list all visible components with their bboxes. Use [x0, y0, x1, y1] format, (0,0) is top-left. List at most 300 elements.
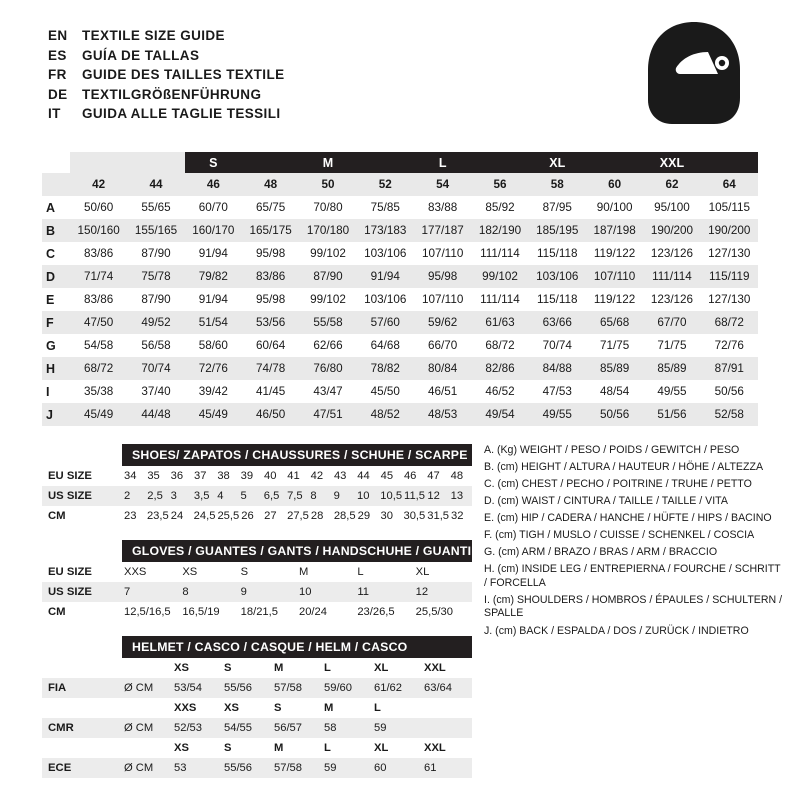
table-cell: 72/76	[198, 362, 228, 375]
table-cell: 48/52	[370, 408, 400, 421]
size-block-value: 63/64	[424, 682, 452, 694]
measurement-group-label: C	[46, 246, 56, 261]
size-block-value: 25,5/30	[415, 606, 453, 618]
table-cell: 64/68	[370, 339, 400, 352]
title-text: GUIDE DES TAILLES TEXTILE	[82, 67, 285, 82]
table-cell: 49/54	[485, 408, 515, 421]
table-cell: 103/106	[536, 270, 579, 283]
size-band-cell: XXL	[643, 152, 700, 173]
table-cell: 160/170	[192, 224, 235, 237]
size-block-value: 48	[450, 470, 464, 482]
size-block-value: XL	[374, 662, 389, 674]
size-block	[42, 444, 472, 526]
measurement-group-label: E	[46, 292, 55, 307]
size-block-title: SHOES/ ZAPATOS / CHAUSSURES / SCHUHE / SCARPE	[122, 444, 472, 466]
numeric-size-header-cell: 54	[436, 178, 450, 191]
table-cell: 49/55	[657, 385, 687, 398]
size-block-values	[122, 606, 472, 618]
size-block-value: L	[357, 566, 364, 578]
size-block-value: 6,5	[263, 490, 280, 502]
table-row	[42, 265, 758, 288]
table-cell: 58/60	[198, 339, 228, 352]
size-block-value: 12	[427, 490, 440, 502]
size-block-values	[122, 762, 472, 774]
table-cell: 50/60	[84, 201, 114, 214]
table-cell: 68/72	[485, 339, 515, 352]
size-block-value: 59	[324, 762, 337, 774]
table-cell: 51/56	[657, 408, 687, 421]
size-block-value	[122, 742, 172, 754]
size-block-value: XXS	[174, 702, 197, 714]
size-block-value: M	[274, 662, 284, 674]
size-block-value: L	[324, 742, 331, 754]
size-band-row	[42, 152, 758, 173]
table-cell: 170/180	[306, 224, 350, 237]
size-block-value: 29	[357, 510, 371, 522]
title-text: TEXTILE SIZE GUIDE	[82, 28, 225, 43]
table-cell: 83/88	[428, 201, 458, 214]
table-cell: 52/58	[714, 408, 744, 421]
size-band-cell: S	[185, 152, 242, 173]
size-block-value: Ø CM	[124, 722, 154, 734]
size-block-value: L	[374, 702, 381, 714]
table-cell: 45/50	[370, 385, 400, 398]
size-block-value: 45	[380, 470, 394, 482]
table-row	[42, 242, 758, 265]
table-cell: 190/200	[650, 224, 694, 237]
table-cell: 47/51	[313, 408, 343, 421]
table-cell: 70/80	[313, 201, 343, 214]
size-block-value: 24	[170, 510, 184, 522]
table-cell: 190/200	[708, 224, 751, 237]
size-block-value: S	[224, 662, 232, 674]
table-row	[42, 311, 758, 334]
size-band-cell: M	[299, 152, 356, 173]
table-cell: 115/118	[537, 293, 578, 306]
size-block-row	[42, 738, 472, 758]
numeric-size-header-cell: 58	[550, 178, 564, 191]
table-cell: 127/130	[708, 293, 751, 306]
size-block-value: XXS	[124, 566, 147, 578]
table-cell: 65/75	[256, 201, 286, 214]
size-block-row	[42, 506, 472, 526]
table-cell: 54/58	[84, 339, 114, 352]
size-block-value: Ø CM	[124, 762, 154, 774]
numeric-size-header-cell: 60	[608, 178, 622, 191]
table-cell: 39/42	[198, 385, 228, 398]
size-block-value: 8	[310, 490, 317, 502]
size-block-value: 32	[451, 510, 464, 522]
table-cell: 55/65	[141, 201, 171, 214]
size-block-value: 46	[403, 470, 417, 482]
size-block-value: 23	[124, 510, 137, 522]
size-block-value: 13	[450, 490, 464, 502]
size-block-row	[42, 466, 472, 486]
table-cell: 46/51	[428, 385, 458, 398]
size-block-value: 37	[193, 470, 207, 482]
size-block-value	[422, 722, 472, 734]
size-block-value: 18/21,5	[240, 606, 278, 618]
size-band-cell	[471, 152, 528, 173]
title-text: TEXTILGRÖßENFÜHRUNG	[82, 86, 262, 102]
size-block-value: M	[324, 702, 334, 714]
numeric-size-header-cell: 52	[378, 178, 392, 191]
size-band-cell: L	[414, 152, 471, 173]
title-block	[48, 28, 285, 126]
size-block-value: 60	[374, 762, 387, 774]
table-cell: 48/54	[599, 385, 630, 398]
table-cell: 78/82	[370, 362, 400, 375]
table-cell: 115/118	[537, 247, 578, 260]
size-block-row-label: EU SIZE	[48, 566, 92, 578]
title-row	[48, 28, 285, 48]
title-language-code: ES	[48, 47, 67, 63]
table-cell: 111/114	[480, 293, 520, 306]
size-band-cell	[357, 152, 414, 173]
table-cell: 59/62	[428, 316, 458, 329]
title-language-code: IT	[48, 106, 61, 121]
table-row	[42, 196, 758, 219]
size-block-value: 40	[263, 470, 277, 482]
title-row	[48, 106, 285, 126]
size-block-row	[42, 658, 472, 678]
size-block-value: 53/54	[174, 682, 202, 694]
size-block-value: 9	[333, 490, 340, 502]
table-cell: 60/70	[198, 201, 228, 214]
table-cell: 91/94	[370, 270, 400, 283]
size-block-value: 61/62	[374, 682, 402, 694]
size-block-value: 47	[427, 470, 440, 482]
table-cell: 84/88	[542, 362, 572, 375]
size-band-cell	[242, 152, 299, 173]
numeric-size-header-row	[42, 173, 758, 196]
size-block-value: XL	[374, 742, 389, 754]
table-cell: 182/190	[478, 224, 522, 237]
size-block-row	[42, 582, 472, 602]
size-block-value: 57/58	[274, 682, 302, 694]
legend-item: E. (cm) HIP / CADERA / HANCHE / HÜFTE / HIPS / BACINO	[484, 512, 772, 525]
table-cell: 127/130	[708, 247, 751, 260]
size-block-value: 23,5	[146, 510, 169, 522]
size-block-value: 12	[415, 586, 429, 598]
table-cell: 123/126	[650, 247, 694, 260]
table-row	[42, 380, 758, 403]
table-cell: 37/40	[141, 385, 171, 398]
table-cell: 82/86	[485, 362, 515, 375]
size-block-value: 54/55	[224, 722, 252, 734]
table-cell: 165/175	[249, 224, 292, 237]
table-row	[42, 357, 758, 380]
size-block-value: 5	[240, 490, 247, 502]
table-row	[42, 219, 758, 242]
size-block-values	[122, 722, 472, 734]
size-block-row	[42, 602, 472, 622]
legend-item: C. (cm) CHEST / PECHO / POITRINE / TRUHE / PETTO	[484, 478, 752, 491]
table-cell: 111/114	[480, 247, 520, 260]
table-cell: 83/86	[84, 293, 114, 306]
size-block-value: 36	[170, 470, 184, 482]
size-block-value: S	[224, 742, 232, 754]
size-block-value: 31,5	[427, 510, 450, 522]
size-block-value: 20/24	[298, 606, 327, 618]
size-band-cell	[127, 152, 184, 173]
table-cell: 68/72	[84, 362, 114, 375]
table-cell: 75/78	[141, 270, 171, 283]
title-text: GUIDA ALLE TAGLIE TESSILI	[82, 106, 281, 121]
table-cell: 87/90	[313, 270, 343, 283]
table-cell: 63/66	[542, 316, 572, 329]
table-cell: 75/85	[370, 201, 400, 214]
table-cell: 68/72	[714, 316, 744, 329]
size-block-value: 10	[298, 586, 312, 598]
table-cell: 123/126	[650, 293, 694, 306]
measurement-group-label: I	[46, 384, 50, 399]
size-block-value: XL	[415, 566, 430, 578]
table-cell: 43/47	[313, 385, 343, 398]
size-block	[42, 540, 472, 622]
numeric-size-header-cell: 64	[722, 178, 736, 191]
table-cell: 71/74	[84, 270, 114, 283]
table-cell: 95/100	[654, 201, 690, 214]
textile-size-table	[42, 152, 758, 426]
legend-item: I. (cm) SHOULDERS / HOMBROS / ÉPAULES / SCHULTERN / SPALLE	[484, 593, 783, 620]
numeric-size-header-cell: 42	[92, 178, 106, 191]
size-block-value: 30,5	[403, 510, 426, 522]
title-language-code: EN	[48, 28, 68, 43]
legend-item: B. (cm) HEIGHT / ALTURA / HAUTEUR / HÖHE / ALTEZZA	[484, 461, 764, 474]
size-band-cell: XL	[529, 152, 586, 173]
table-cell: 99/102	[310, 293, 346, 306]
table-cell: 150/160	[77, 224, 120, 237]
numeric-size-header-cell: 48	[264, 178, 278, 191]
size-band-cell	[701, 152, 758, 173]
table-cell: 66/70	[428, 339, 458, 352]
size-block-value: 11,5	[404, 490, 425, 502]
table-cell: 46/52	[485, 385, 515, 398]
legend-item: A. (Kg) WEIGHT / PESO / POIDS / GEWITCH / PESO	[484, 444, 740, 456]
size-block-value: 9	[240, 586, 247, 598]
size-block	[42, 636, 472, 778]
table-cell: 48/53	[428, 408, 458, 421]
size-block-value: 28	[310, 510, 324, 522]
size-block-value: XS	[174, 662, 189, 674]
size-block-value	[422, 702, 472, 714]
size-block-value: 53	[174, 762, 187, 774]
document-header	[0, 0, 800, 140]
size-block-row	[42, 486, 472, 506]
size-block-value: 26	[241, 510, 254, 522]
measurement-group-label: G	[46, 338, 56, 353]
size-block-value: 11	[357, 586, 369, 598]
table-cell: 87/90	[141, 247, 171, 260]
size-block-value: 56/57	[274, 722, 302, 734]
legend-item: J. (cm) BACK / ESPALDA / DOS / ZURÜCK / INDIETRO	[484, 624, 749, 637]
size-block-value: 8	[182, 586, 189, 598]
size-block-value: 16,5/19	[182, 606, 220, 618]
size-block-row-label: EU SIZE	[48, 470, 92, 482]
size-block-value: 42	[310, 470, 324, 482]
table-cell: 87/95	[542, 201, 572, 214]
table-row	[42, 403, 758, 426]
table-cell: 173/183	[364, 224, 407, 237]
measurement-group-label: F	[46, 315, 54, 330]
table-row	[42, 334, 758, 357]
size-block-value: 59	[374, 722, 387, 734]
size-block-value: 43	[333, 470, 347, 482]
size-block-row-label: CM	[48, 606, 66, 618]
table-cell: 99/102	[482, 270, 518, 283]
size-block-value: S	[274, 702, 282, 714]
table-cell: 41/45	[256, 385, 286, 398]
size-block-value: 55/56	[224, 682, 252, 694]
table-cell: 85/89	[657, 362, 687, 375]
table-cell: 115/119	[709, 270, 750, 283]
table-cell: 87/90	[141, 293, 171, 306]
table-cell: 46/50	[256, 408, 286, 421]
size-block-value: 12,5/16,5	[124, 606, 171, 618]
size-band-cell	[70, 152, 127, 173]
table-cell: 187/198	[593, 224, 636, 237]
size-block-value: 7,5	[287, 490, 303, 502]
title-row	[48, 48, 285, 68]
size-block-value: 4	[217, 490, 224, 502]
size-block-value: 25,5	[217, 510, 240, 522]
table-cell: 76/80	[313, 362, 343, 375]
table-cell: 56/58	[141, 339, 171, 352]
table-cell: 105/115	[708, 201, 750, 214]
size-block-value: 61	[424, 762, 437, 774]
size-block-values	[122, 470, 472, 482]
table-cell: 45/49	[84, 408, 114, 421]
table-cell: 85/92	[485, 201, 515, 214]
size-band-cell	[586, 152, 643, 173]
size-block-value: 27	[264, 510, 277, 522]
size-block-value: XS	[224, 702, 239, 714]
table-cell: 72/76	[714, 339, 744, 352]
size-block-value: 55/56	[224, 762, 252, 774]
size-block-title: HELMET / CASCO / CASQUE / HELM / CASCO	[122, 636, 472, 658]
size-block-value: 2	[124, 490, 131, 502]
size-block-value: 10	[356, 490, 370, 502]
table-cell: 107/110	[593, 270, 636, 283]
size-block-value: 3	[170, 490, 177, 502]
size-block-values	[122, 586, 472, 598]
size-block-value: 44	[357, 470, 370, 482]
size-block-values	[122, 682, 472, 694]
table-cell: 50/56	[714, 385, 744, 398]
size-block-title: GLOVES / GUANTES / GANTS / HANDSCHUHE / GUANTI	[122, 540, 472, 562]
size-block-value: XS	[174, 742, 189, 754]
table-cell: 90/100	[596, 201, 633, 214]
size-block-value: 28,5	[333, 510, 356, 522]
table-cell: 83/86	[256, 270, 286, 283]
title-row	[48, 67, 285, 87]
size-block-value: 39	[240, 470, 254, 482]
table-cell: 62/66	[313, 339, 343, 352]
table-cell: 103/106	[364, 247, 407, 260]
size-block-value: 3,5	[193, 490, 210, 502]
size-block-value: XXL	[424, 742, 446, 754]
table-cell: 60/64	[256, 339, 286, 352]
size-block-value: 7	[124, 586, 131, 598]
size-block-value: 59/60	[324, 682, 352, 694]
size-block-value: S	[240, 566, 249, 578]
size-block-row	[42, 678, 472, 698]
size-block-row-label: ECE	[48, 762, 72, 774]
size-block-row	[42, 718, 472, 738]
table-cell: 91/94	[198, 247, 228, 260]
table-cell: 95/98	[428, 270, 458, 283]
table-cell: 45/49	[198, 408, 228, 421]
table-cell: 119/122	[593, 247, 636, 260]
table-cell: 67/70	[657, 316, 687, 329]
size-block-values	[122, 662, 472, 674]
size-block-value: 10,5	[380, 490, 403, 502]
legend-item: H. (cm) INSIDE LEG / ENTREPIERNA / FOURCHE / SCHRITT / FORCELLA	[484, 563, 781, 589]
accessory-size-blocks	[42, 444, 472, 792]
table-cell: 74/78	[256, 362, 286, 375]
size-block-value: 27,5	[287, 510, 309, 522]
size-block-value: 34	[124, 470, 137, 482]
table-cell: 65/68	[599, 316, 630, 329]
table-cell: 80/84	[428, 362, 458, 375]
numeric-size-header-cell: 62	[665, 178, 679, 191]
table-cell: 119/122	[593, 293, 636, 306]
helmet-icon	[640, 18, 748, 133]
numeric-size-header-cell: 56	[493, 178, 507, 191]
size-block-values	[122, 566, 472, 578]
size-block-value: 38	[217, 470, 230, 482]
size-block-row	[42, 698, 472, 718]
size-block-values	[122, 702, 472, 714]
table-cell: 99/102	[310, 247, 346, 260]
table-cell: 71/75	[599, 339, 630, 352]
table-cell: 103/106	[364, 293, 407, 306]
table-cell: 53/56	[256, 316, 286, 329]
size-block-row	[42, 758, 472, 778]
size-block-row-label: CM	[48, 510, 66, 522]
header-row-spacer	[42, 173, 70, 196]
size-block-values	[122, 490, 472, 502]
size-block-row-label: US SIZE	[48, 586, 92, 598]
size-block-value: L	[324, 662, 331, 674]
size-block-value: M	[298, 566, 309, 578]
size-block-value: 24,5	[193, 510, 216, 522]
size-block-value: 30	[380, 510, 393, 522]
size-block-value: M	[274, 742, 284, 754]
legend-item: D. (cm) WAIST / CINTURA / TAILLE / TAILLE / VITA	[484, 495, 728, 508]
table-cell: 49/52	[141, 316, 171, 329]
table-cell: 107/110	[421, 293, 464, 306]
table-cell: 70/74	[141, 362, 171, 375]
table-cell: 50/56	[599, 408, 630, 421]
measurement-group-label: J	[46, 407, 53, 422]
table-cell: 155/165	[134, 224, 178, 237]
table-cell: 55/58	[313, 316, 343, 329]
size-block-value: XS	[182, 566, 198, 578]
size-block-value	[122, 702, 172, 714]
measurement-group-label: A	[46, 200, 56, 215]
title-text: GUÍA DE TALLAS	[82, 47, 200, 63]
numeric-size-header-cell: 44	[149, 178, 163, 191]
table-cell: 79/82	[198, 270, 228, 283]
size-block-row-label: US SIZE	[48, 490, 92, 502]
legend-item: G. (cm) ARM / BRAZO / BRAS / ARM / BRACCIO	[484, 546, 718, 559]
measurement-group-label: H	[46, 361, 56, 376]
size-block-value: Ø CM	[124, 682, 154, 694]
table-row	[42, 288, 758, 311]
table-cell: 51/54	[198, 316, 228, 329]
